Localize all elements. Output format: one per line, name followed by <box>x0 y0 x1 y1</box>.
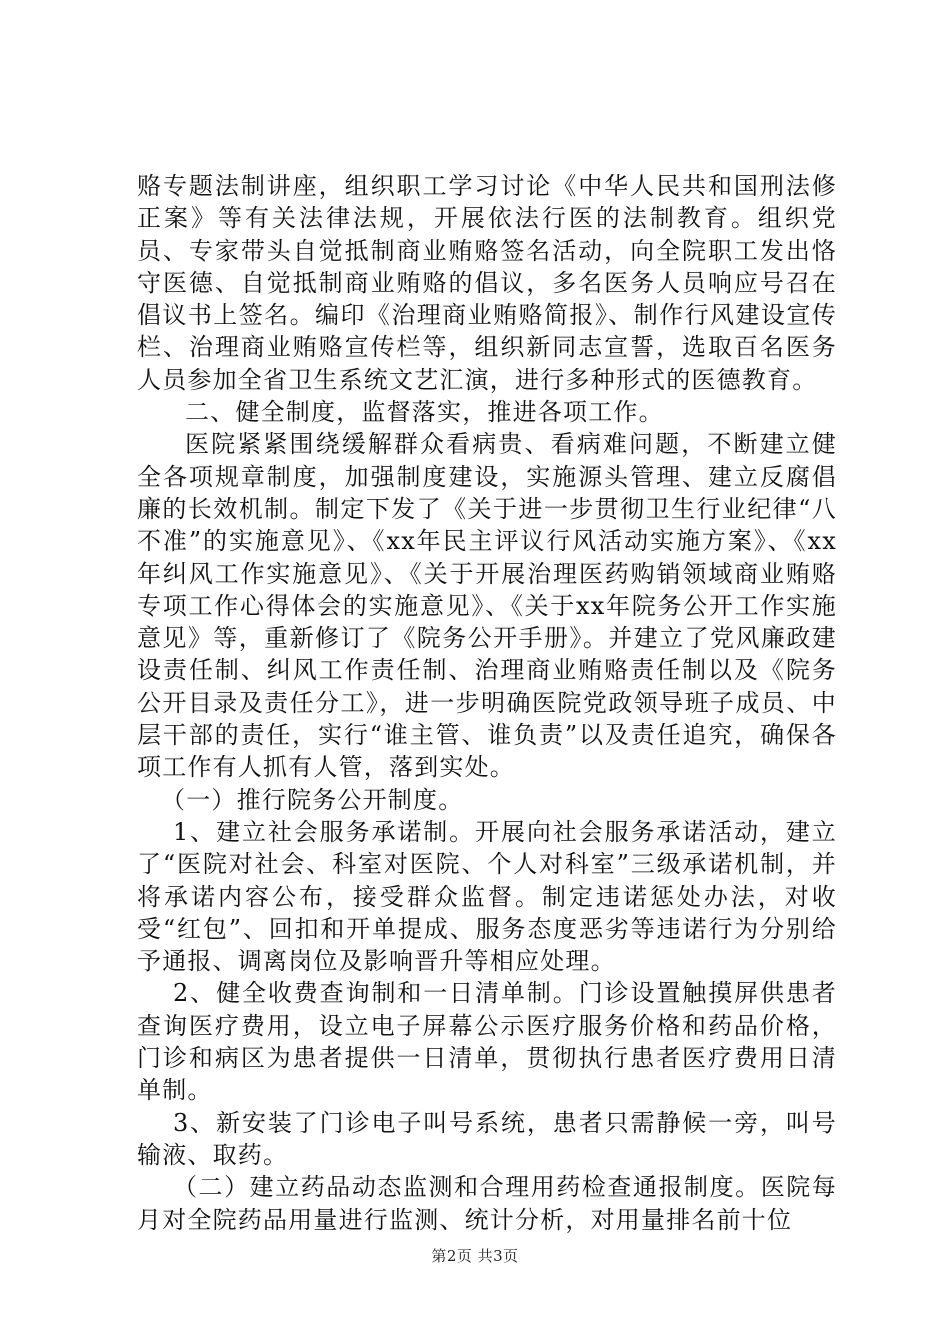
subsection-heading-2: （二）建立药品动态监测和合理用药检查通报制度。医院每月对全院药品用量进行监测、统计分析，对用量排名前十位 <box>137 1173 837 1234</box>
list-item-1: 1、建立社会服务承诺制。开展向社会服务承诺活动，建立了“医院对社会、科室对医院、个人对科室”三级承诺机制，并将承诺内容公布，接受群众监督。制定违诺惩处办法，对收受“红包”、回扣和开单提成、服务态度恶劣等违诺行为分别给予通报、调离岗位及影响晋升等相应处理。 <box>137 817 837 976</box>
list-item-3: 3、新安装了门诊电子叫号系统，患者只需静候一旁，叫号输液、取药。 <box>137 1108 837 1169</box>
subsection-heading-1: （一）推行院务公开制度。 <box>161 785 464 814</box>
paragraph-intro-continued: 赂专题法制讲座，组织职工学习讨论《中华人民共和国刑法修正案》等有关法律法规，开展依法行医的法制教育。组织党员、专家带头自觉抵制商业贿赂签名活动，向全院职工发出恪守医德、自觉抵制商业贿赂的倡议，多名医务人员响应号召在倡议书上签名。编印《治理商业贿赂简报》、制作行风建设宣传栏、治理商业贿赂宣传栏等，组织新同志宣誓，选取百名医务人员参加全省卫生系统文艺汇演，进行多种形式的医德教育。 <box>137 172 837 394</box>
section-heading-2: 二、健全制度，监督落实，推进各项工作。 <box>185 398 664 427</box>
page-number-footer: 第2页 共3页 <box>431 1247 519 1265</box>
document-body <box>137 170 837 1236</box>
list-item-2: 2、健全收费查询制和一日清单制。门诊设置触摸屏供患者查询医疗费用，设立电子屏幕公示医疗服务价格和药品价格，门诊和病区为患者提供一日清单，贯彻执行患者医疗费用日清单制。 <box>137 979 837 1105</box>
paragraph-regulations: 医院紧紧围绕缓解群众看病贵、看病难问题，不断建立健全各项规章制度，加强制度建设，实施源头管理、建立反腐倡廉的长效机制。制定下发了《关于进一步贯彻卫生行业纪律“八不准”的实施意见》、《xx年民主评议行风活动实施方案》、《xx年纠风工作实施意见》、《关于开展治理医药购销领域商业贿赂专项工作心得体会的实施意见》、《关于xx年院务公开工作实施意见》等，重新修订了《院务公开手册》。并建立了党风廉政建设责任制、纠风工作责任制、治理商业贿赂责任制以及《院务公开目录及责任分工》，进一步明确医院党政领导班子成员、中层干部的责任，实行“谁主管、谁负责”以及责任追究，确保各项工作有人抓有人管，落到实处。 <box>137 430 837 782</box>
